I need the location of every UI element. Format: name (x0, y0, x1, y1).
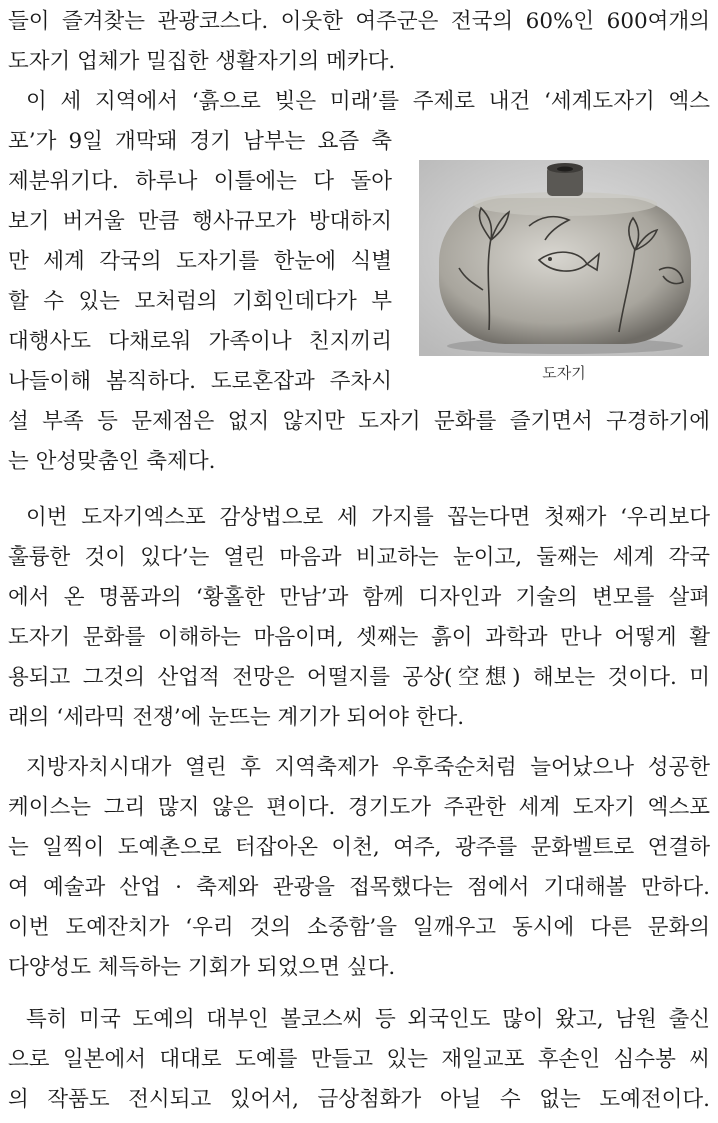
article-line: 대행사도 다채로워 가족이나 친지끼리 (8, 329, 392, 354)
article-line: 는 일찍이 도예촌으로 터잡아온 이천, 여주, 광주를 문화벨트로 연결하 (8, 835, 710, 860)
article-line: 포’가 9일 개막돼 경기 남부는 요즘 축 (8, 129, 392, 154)
article-line: 의 작품도 전시되고 있어서, 금상첨화가 아닐 수 없는 도예전이다. (8, 1087, 710, 1112)
article-line: 용되고 그것의 산업적 전망은 어떨지를 공상(空想) 해보는 것이다. 미 (8, 665, 710, 690)
article-line: 이번 도예잔치가 ‘우리 것의 소중함’을 일깨우고 동시에 다른 문화의 (8, 915, 710, 940)
article-line: 케이스는 그리 많지 않은 편이다. 경기도가 주관한 세계 도자기 엑스포 (8, 795, 710, 820)
article-line: 다양성도 체득하는 기회가 되었으면 싶다. (8, 955, 396, 980)
article-line: 설 부족 등 문제점은 없지 않지만 도자기 문화를 즐기면서 구경하기에 (8, 409, 710, 434)
article-line: 들이 즐겨찾는 관광코스다. 이웃한 여주군은 전국의 60%인 600여개의 (8, 9, 710, 34)
article-line: 이 세 지역에서 ‘흙으로 빚은 미래’를 주제로 내건 ‘세계도자기 엑스 (26, 89, 710, 114)
article-line: 훌륭한 것이 있다’는 열린 마음과 비교하는 눈이고, 둘째는 세계 각국 (8, 545, 710, 570)
article-line: 으로 일본에서 대대로 도예를 만들고 있는 재일교포 후손인 심수봉 씨 (8, 1047, 710, 1072)
article-line: 보기 버거울 만큼 행사규모가 방대하지 (8, 209, 392, 234)
figure (419, 160, 709, 392)
article-line: 할 수 있는 모처럼의 기회인데다가 부 (8, 289, 392, 314)
figure-caption: 도자기 (542, 364, 586, 382)
article-line: 여 예술과 산업 · 축제와 관광을 접목했다는 점에서 기대해볼 만하다. (8, 875, 710, 900)
article-line: 이번 도자기엑스포 감상법으로 세 가지를 꼽는다면 첫째가 ‘우리보다 (26, 505, 710, 530)
article-line: 지방자치시대가 열린 후 지역축제가 우후죽순처럼 늘어났으나 성공한 (26, 755, 710, 780)
article-line: 래의 ‘세라믹 전쟁’에 눈뜨는 계기가 되어야 한다. (8, 705, 465, 730)
article-line: 특히 미국 도예의 대부인 볼코스씨 등 외국인도 많이 왔고, 남원 출신 (26, 1007, 710, 1032)
article-line: 는 안성맞춤인 축제다. (8, 449, 216, 474)
ceramic-flask-photo-icon (419, 160, 709, 356)
article-line: 제분위기다. 하루나 이틀에는 다 돌아 (8, 169, 392, 194)
article-line: 도자기 문화를 이해하는 마음이며, 셋째는 흙이 과학과 만나 어떻게 활 (8, 625, 710, 650)
article-line: 도자기 업체가 밀집한 생활자기의 메카다. (8, 49, 396, 74)
article-line: 에서 온 명품과의 ‘황홀한 만남’과 함께 디자인과 기술의 변모를 살펴 (8, 585, 710, 610)
article-line: 만 세계 각국의 도자기를 한눈에 식별 (8, 249, 392, 274)
article-line: 나들이해 봄직하다. 도로혼잡과 주차시 (8, 369, 392, 394)
